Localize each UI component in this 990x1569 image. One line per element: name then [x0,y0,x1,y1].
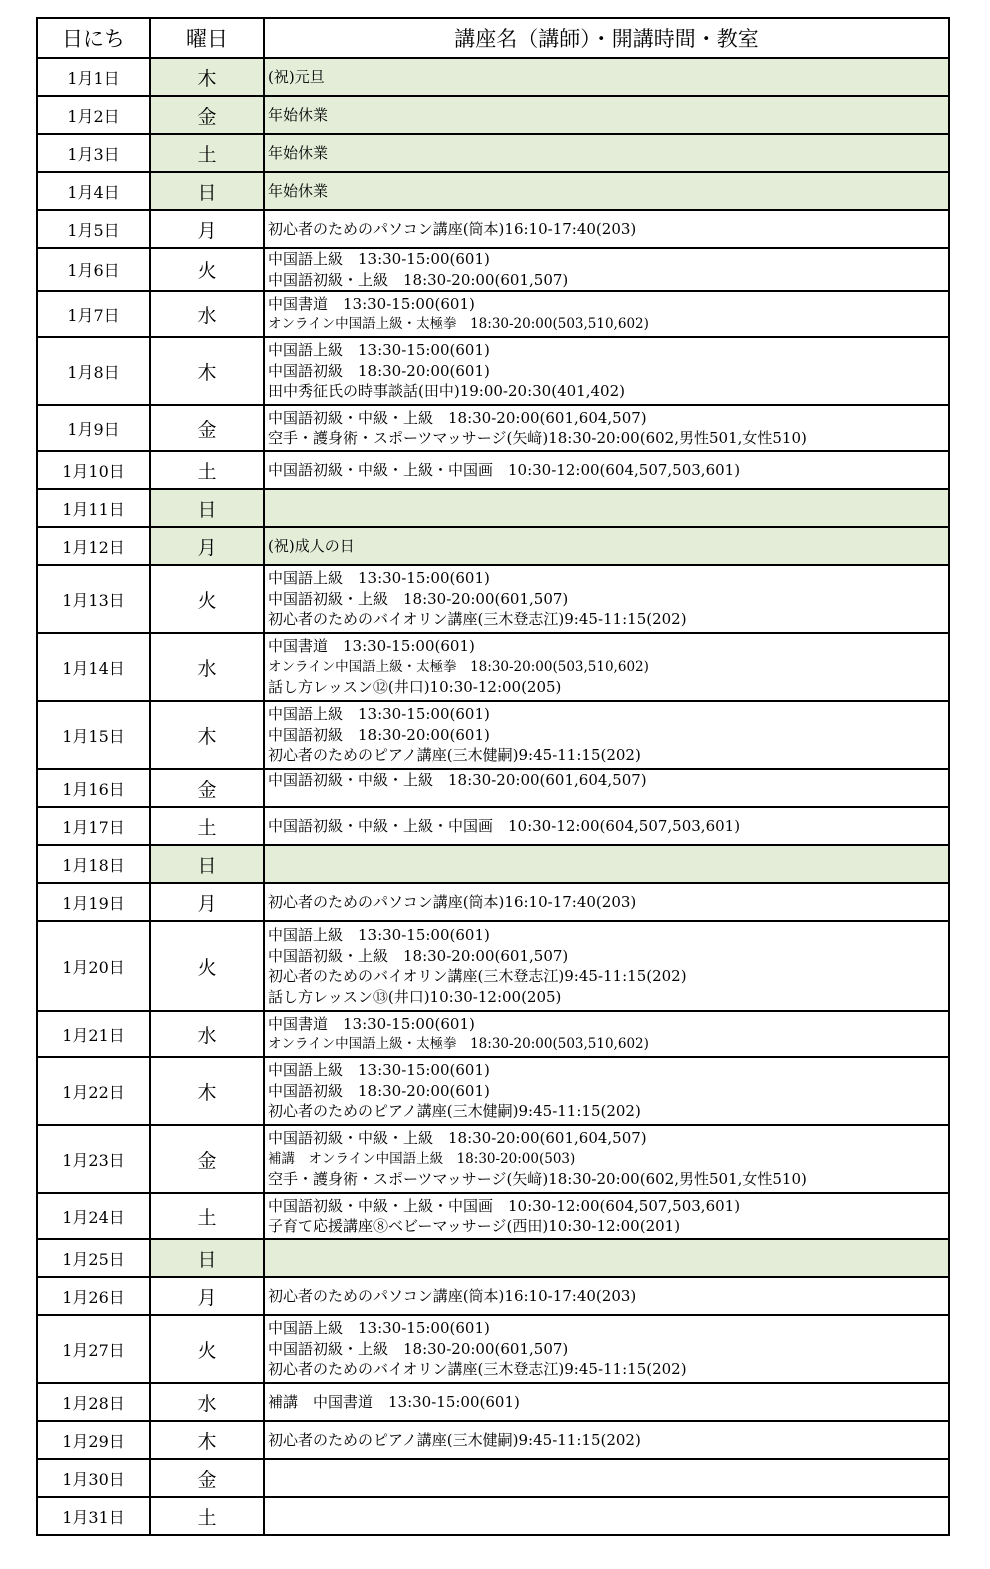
course-line: 田中秀征氏の時事談話(田中)19:00-20:30(401,402) [268,382,625,401]
date-cell: 1月15日 [37,701,150,769]
date-cell: 1月31日 [37,1497,150,1535]
course-line: 中国語初級・上級 18:30-20:00(601,507) [268,1339,569,1358]
weekday-cell: 金 [150,405,264,451]
weekday-cell: 木 [150,337,264,405]
date-cell: 1月10日 [37,451,150,489]
course-line: 初心者のためのピアノ講座(三木健嗣)9:45-11:15(202) [268,1430,641,1449]
table-row [37,1057,949,1125]
date-cell: 1月1日 [37,58,150,96]
table-row [37,845,949,883]
course-cell [264,807,949,845]
course-line: 初心者のためのピアノ講座(三木健嗣)9:45-11:15(202) [268,746,641,765]
date-cell: 1月19日 [37,883,150,921]
weekday-cell: 水 [150,1383,264,1421]
course-line: 中国語初級・中級・上級・中国画 10:30-12:00(604,507,503,601) [268,816,741,835]
course-line: 初心者のためのパソコン講座(筒本)16:10-17:40(203) [268,219,637,238]
course-cell [264,1421,949,1459]
schedule-body [37,58,949,1535]
course-line: 補講 オンライン中国語上級 18:30-20:00(503) [268,1150,576,1167]
date-cell: 1月4日 [37,172,150,210]
course-line: 中国書道 13:30-15:00(601) [268,637,475,656]
course-cell [264,565,949,633]
course-line: 補講 中国書道 13:30-15:00(601) [268,1392,520,1411]
course-line: 初心者のためのバイオリン講座(三木登志江)9:45-11:15(202) [268,1360,687,1379]
table-row [37,1239,949,1277]
course-line: 話し方レッスン⑫(井口)10:30-12:00(205) [268,678,562,697]
date-cell: 1月6日 [37,248,150,291]
course-line: 中国語上級 13:30-15:00(601) [268,250,490,268]
table-row [37,1497,949,1535]
weekday-cell: 月 [150,883,264,921]
course-cell [264,58,949,96]
weekday-cell: 月 [150,527,264,565]
weekday-cell: 金 [150,1459,264,1497]
date-cell: 1月14日 [37,633,150,701]
course-cell [264,172,949,210]
course-cell [264,210,949,248]
table-row [37,1011,949,1057]
table-row [37,769,949,807]
date-cell: 1月9日 [37,405,150,451]
date-cell: 1月21日 [37,1011,150,1057]
course-line: 中国語初級・中級・上級 18:30-20:00(601,604,507) [268,1129,647,1148]
course-cell [264,633,949,701]
date-cell: 1月27日 [37,1315,150,1383]
date-cell: 1月23日 [37,1125,150,1193]
weekday-cell: 木 [150,1057,264,1125]
date-cell: 1月26日 [37,1277,150,1315]
course-line: 中国語上級 13:30-15:00(601) [268,1319,490,1338]
course-cell [264,921,949,1011]
table-row [37,633,949,701]
course-cell [264,769,949,807]
course-cell [264,1315,949,1383]
table-row [37,701,949,769]
date-cell: 1月18日 [37,845,150,883]
course-line: 中国語上級 13:30-15:00(601) [268,705,490,724]
table-row [37,807,949,845]
date-cell: 1月16日 [37,769,150,807]
course-line: 年始休業 [268,181,329,200]
header-row [37,18,949,58]
weekday-cell: 木 [150,1421,264,1459]
date-cell: 1月30日 [37,1459,150,1497]
table-row [37,451,949,489]
course-line: 初心者のためのパソコン講座(筒本)16:10-17:40(203) [268,892,637,911]
date-cell: 1月8日 [37,337,150,405]
course-line: 中国語初級・中級・上級・中国画 10:30-12:00(604,507,503,601) [268,1196,741,1215]
table-row [37,210,949,248]
date-cell: 1月2日 [37,96,150,134]
table-row [37,1125,949,1193]
date-cell: 1月5日 [37,210,150,248]
table-row [37,1193,949,1239]
weekday-cell: 水 [150,633,264,701]
header-weekday: 曜日 [150,18,264,58]
course-line: 中国語上級 13:30-15:00(601) [268,926,490,944]
date-cell: 1月20日 [37,921,150,1011]
weekday-cell: 火 [150,921,264,1011]
weekday-cell: 金 [150,1125,264,1193]
weekday-cell: 日 [150,489,264,527]
course-cell [264,291,949,337]
course-line: 中国語初級・上級 18:30-20:00(601,507) [268,589,569,608]
weekday-cell: 水 [150,1011,264,1057]
course-line: オンライン中国語上級・太極拳 18:30-20:00(503,510,602) [268,658,649,675]
course-line: (祝)成人の日 [268,536,355,555]
course-line: 空手・護身術・スポーツマッサージ(矢﨑)18:30-20:00(602,男性501,女性510) [268,1170,807,1189]
table-row [37,405,949,451]
weekday-cell: 土 [150,807,264,845]
course-cell [264,134,949,172]
course-cell [264,1193,949,1239]
table-row [37,1383,949,1421]
course-line: 初心者のためのピアノ講座(三木健嗣)9:45-11:15(202) [268,1102,641,1121]
weekday-cell: 木 [150,701,264,769]
date-cell: 1月24日 [37,1193,150,1239]
schedule-table [36,17,950,1536]
course-line: 中国語初級 18:30-20:00(601) [268,361,490,380]
course-line: 年始休業 [268,105,329,124]
course-line: 年始休業 [268,143,329,162]
date-cell: 1月22日 [37,1057,150,1125]
date-cell: 1月28日 [37,1383,150,1421]
course-line: オンライン中国語上級・太極拳 18:30-20:00(503,510,602) [268,316,649,332]
course-line: 中国書道 13:30-15:00(601) [268,1014,475,1033]
course-line: 子育て応援講座⑧ベビーマッサージ(西田)10:30-12:00(201) [268,1217,681,1235]
table-row [37,883,949,921]
table-row [37,565,949,633]
course-cell [264,1459,949,1497]
weekday-cell: 木 [150,58,264,96]
weekday-cell: 月 [150,210,264,248]
weekday-cell: 火 [150,565,264,633]
weekday-cell: 火 [150,248,264,291]
course-line: 中国語初級・中級・上級 18:30-20:00(601,604,507) [268,408,647,427]
course-line: 中国書道 13:30-15:00(601) [268,294,475,313]
table-row [37,337,949,405]
table-row [37,96,949,134]
course-cell [264,1125,949,1193]
table-row [37,489,949,527]
table-row [37,1277,949,1315]
course-line: 空手・護身術・スポーツマッサージ(矢﨑)18:30-20:00(602,男性501,女性510) [268,429,807,447]
course-line: オンライン中国語上級・太極拳 18:30-20:00(503,510,602) [268,1036,649,1052]
table-row [37,58,949,96]
course-line: 中国語初級 18:30-20:00(601) [268,725,490,744]
date-cell: 1月13日 [37,565,150,633]
date-cell: 1月25日 [37,1239,150,1277]
date-cell: 1月29日 [37,1421,150,1459]
weekday-cell: 金 [150,96,264,134]
course-cell [264,1239,949,1277]
weekday-cell: 土 [150,134,264,172]
course-line: 中国語初級・中級・上級 18:30-20:00(601,604,507) [268,771,647,789]
course-cell [264,337,949,405]
date-cell: 1月12日 [37,527,150,565]
course-cell [264,1277,949,1315]
table-row [37,172,949,210]
table-row [37,1315,949,1383]
header-content: 講座名（講師）・開講時間・教室 [264,18,949,58]
course-line: 中国語初級・上級 18:30-20:00(601,507) [268,270,569,289]
weekday-cell: 水 [150,291,264,337]
course-cell [264,1383,949,1421]
table-row [37,527,949,565]
course-cell [264,527,949,565]
date-cell: 1月11日 [37,489,150,527]
course-cell [264,883,949,921]
course-cell [264,248,949,291]
course-cell [264,451,949,489]
course-cell [264,701,949,769]
course-line: 中国語上級 13:30-15:00(601) [268,341,490,360]
table-row [37,248,949,291]
course-cell [264,405,949,451]
weekday-cell: 日 [150,172,264,210]
course-line: 初心者のためのパソコン講座(筒本)16:10-17:40(203) [268,1286,637,1305]
course-cell [264,489,949,527]
weekday-cell: 金 [150,769,264,807]
header-date: 日にち [37,18,150,58]
course-line: 初心者のためのバイオリン講座(三木登志江)9:45-11:15(202) [268,967,687,985]
course-cell [264,1497,949,1535]
course-line: 中国語上級 13:30-15:00(601) [268,1061,490,1080]
weekday-cell: 土 [150,1497,264,1535]
course-line: 話し方レッスン⑬(井口)10:30-12:00(205) [268,987,562,1006]
course-cell [264,1011,949,1057]
date-cell: 1月7日 [37,291,150,337]
course-cell [264,845,949,883]
table-row [37,1421,949,1459]
course-line: 初心者のためのバイオリン講座(三木登志江)9:45-11:15(202) [268,610,687,629]
course-line: 中国語初級・中級・上級・中国画 10:30-12:00(604,507,503,601) [268,460,741,479]
table-row [37,291,949,337]
date-cell: 1月17日 [37,807,150,845]
course-line: 中国語初級 18:30-20:00(601) [268,1081,490,1100]
course-line: 中国語初級・上級 18:30-20:00(601,507) [268,946,569,965]
table-row [37,921,949,1011]
weekday-cell: 土 [150,451,264,489]
weekday-cell: 火 [150,1315,264,1383]
course-cell [264,96,949,134]
table-row [37,134,949,172]
weekday-cell: 土 [150,1193,264,1239]
course-cell [264,1057,949,1125]
course-line: 中国語上級 13:30-15:00(601) [268,569,490,588]
table-row [37,1459,949,1497]
weekday-cell: 日 [150,1239,264,1277]
course-line: (祝)元旦 [268,67,325,86]
weekday-cell: 日 [150,845,264,883]
weekday-cell: 月 [150,1277,264,1315]
date-cell: 1月3日 [37,134,150,172]
